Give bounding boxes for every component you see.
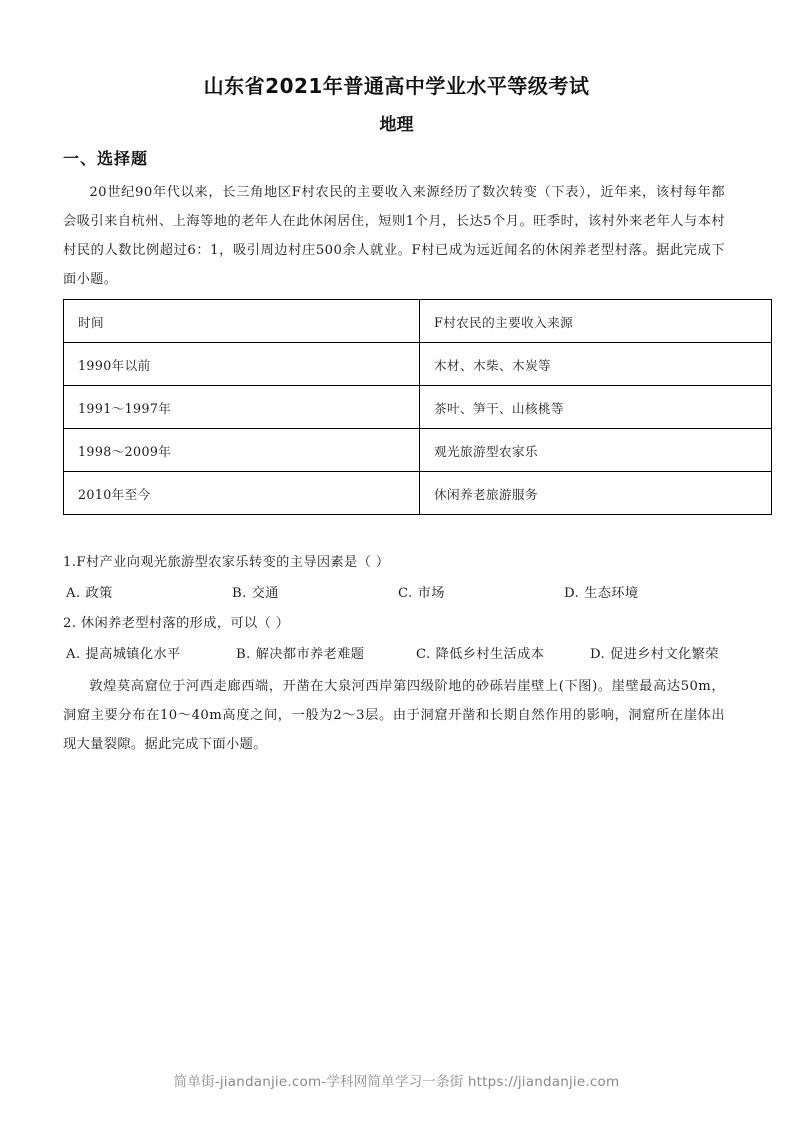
table-row <box>64 343 772 386</box>
option-letter: D. <box>564 586 580 601</box>
footer-watermark: 简单街-jiandanjie.com-学科网简单学习一条街 https://jiandanjie.com <box>173 1074 620 1090</box>
question-1-option-d[interactable] <box>564 582 638 601</box>
option-letter: A. <box>66 647 81 662</box>
option-label: 市场 <box>417 586 445 601</box>
question-2-options <box>63 643 743 665</box>
table-cell-source: 观光旅游型农家乐 <box>420 429 772 472</box>
table-cell-time: 1991～1997年 <box>64 386 420 429</box>
option-letter: C. <box>416 647 431 662</box>
option-letter: D. <box>590 647 606 662</box>
question-2-stem: 2. 休闲养老型村落的形成，可以（ ） <box>63 616 290 631</box>
table-header-source: F村农民的主要收入来源 <box>420 300 772 343</box>
question-1-option-c[interactable] <box>398 582 445 601</box>
option-label: 解决都市养老难题 <box>255 647 365 662</box>
option-letter: C. <box>398 586 413 601</box>
option-label: 降低乡村生活成本 <box>435 647 545 662</box>
option-label: 提高城镇化水平 <box>85 647 181 662</box>
table-header-time: 时间 <box>64 300 420 343</box>
table-row <box>64 386 772 429</box>
option-label: 政策 <box>85 586 113 601</box>
option-letter: A. <box>66 586 81 601</box>
option-label: 交通 <box>251 586 279 601</box>
question-1-option-a[interactable] <box>66 582 113 601</box>
option-letter: B. <box>236 647 251 662</box>
income-source-table <box>63 299 772 515</box>
table-cell-source: 休闲养老旅游服务 <box>420 472 772 515</box>
question-1-option-b[interactable] <box>232 582 279 601</box>
option-letter: B. <box>232 586 247 601</box>
table-cell-time: 1990年以前 <box>64 343 420 386</box>
table-cell-source: 木材、木柴、木炭等 <box>420 343 772 386</box>
question-2-option-c[interactable] <box>416 643 544 662</box>
question-2-option-b[interactable] <box>236 643 364 662</box>
question-2-option-d[interactable] <box>590 643 719 662</box>
question-2-option-a[interactable] <box>66 643 181 662</box>
table-row <box>64 472 772 515</box>
table-header-row <box>64 300 772 343</box>
table-row <box>64 429 772 472</box>
page-subtitle: 地理 <box>379 115 414 135</box>
page-title: 山东省2021年普通高中学业水平等级考试 <box>203 74 590 98</box>
table-cell-time: 2010年至今 <box>64 472 420 515</box>
passage-text-1: 20世纪90年代以来，长三角地区F村农民的主要收入来源经历了数次转变（下表），近年来，该村每年都会吸引来自杭州、上海等地的老年人在此休闲居住，短则1个月，长达5个月。旺季时，该村外来老年人与本村村民的人数比例超过6：1，吸引周边村庄500余人就业。F村已成为远近闻名的休闲养老型村落。据此完成下面小题。 <box>63 185 725 287</box>
section-heading: 一、选择题 <box>63 149 149 168</box>
question-1-options <box>63 582 743 604</box>
option-label: 生态环境 <box>584 586 639 601</box>
option-label: 促进乡村文化繁荣 <box>610 647 719 662</box>
passage-text-2: 敦煌莫高窟位于河西走廊西端，开凿在大泉河西岸第四级阶地的砂砾岩崖壁上(下图)。崖壁最高达50m，洞窟主要分布在10～40m高度之间，一般为2～3层。由于洞窟开凿和长期自然作用的影响，洞窟所在崖体出现大量裂隙。据此完成下面小题。 <box>63 679 725 752</box>
question-1-stem: 1.F村产业向观光旅游型农家乐转变的主导因素是（ ） <box>63 555 390 570</box>
table-cell-source: 茶叶、笋干、山核桃等 <box>420 386 772 429</box>
table-cell-time: 1998～2009年 <box>64 429 420 472</box>
